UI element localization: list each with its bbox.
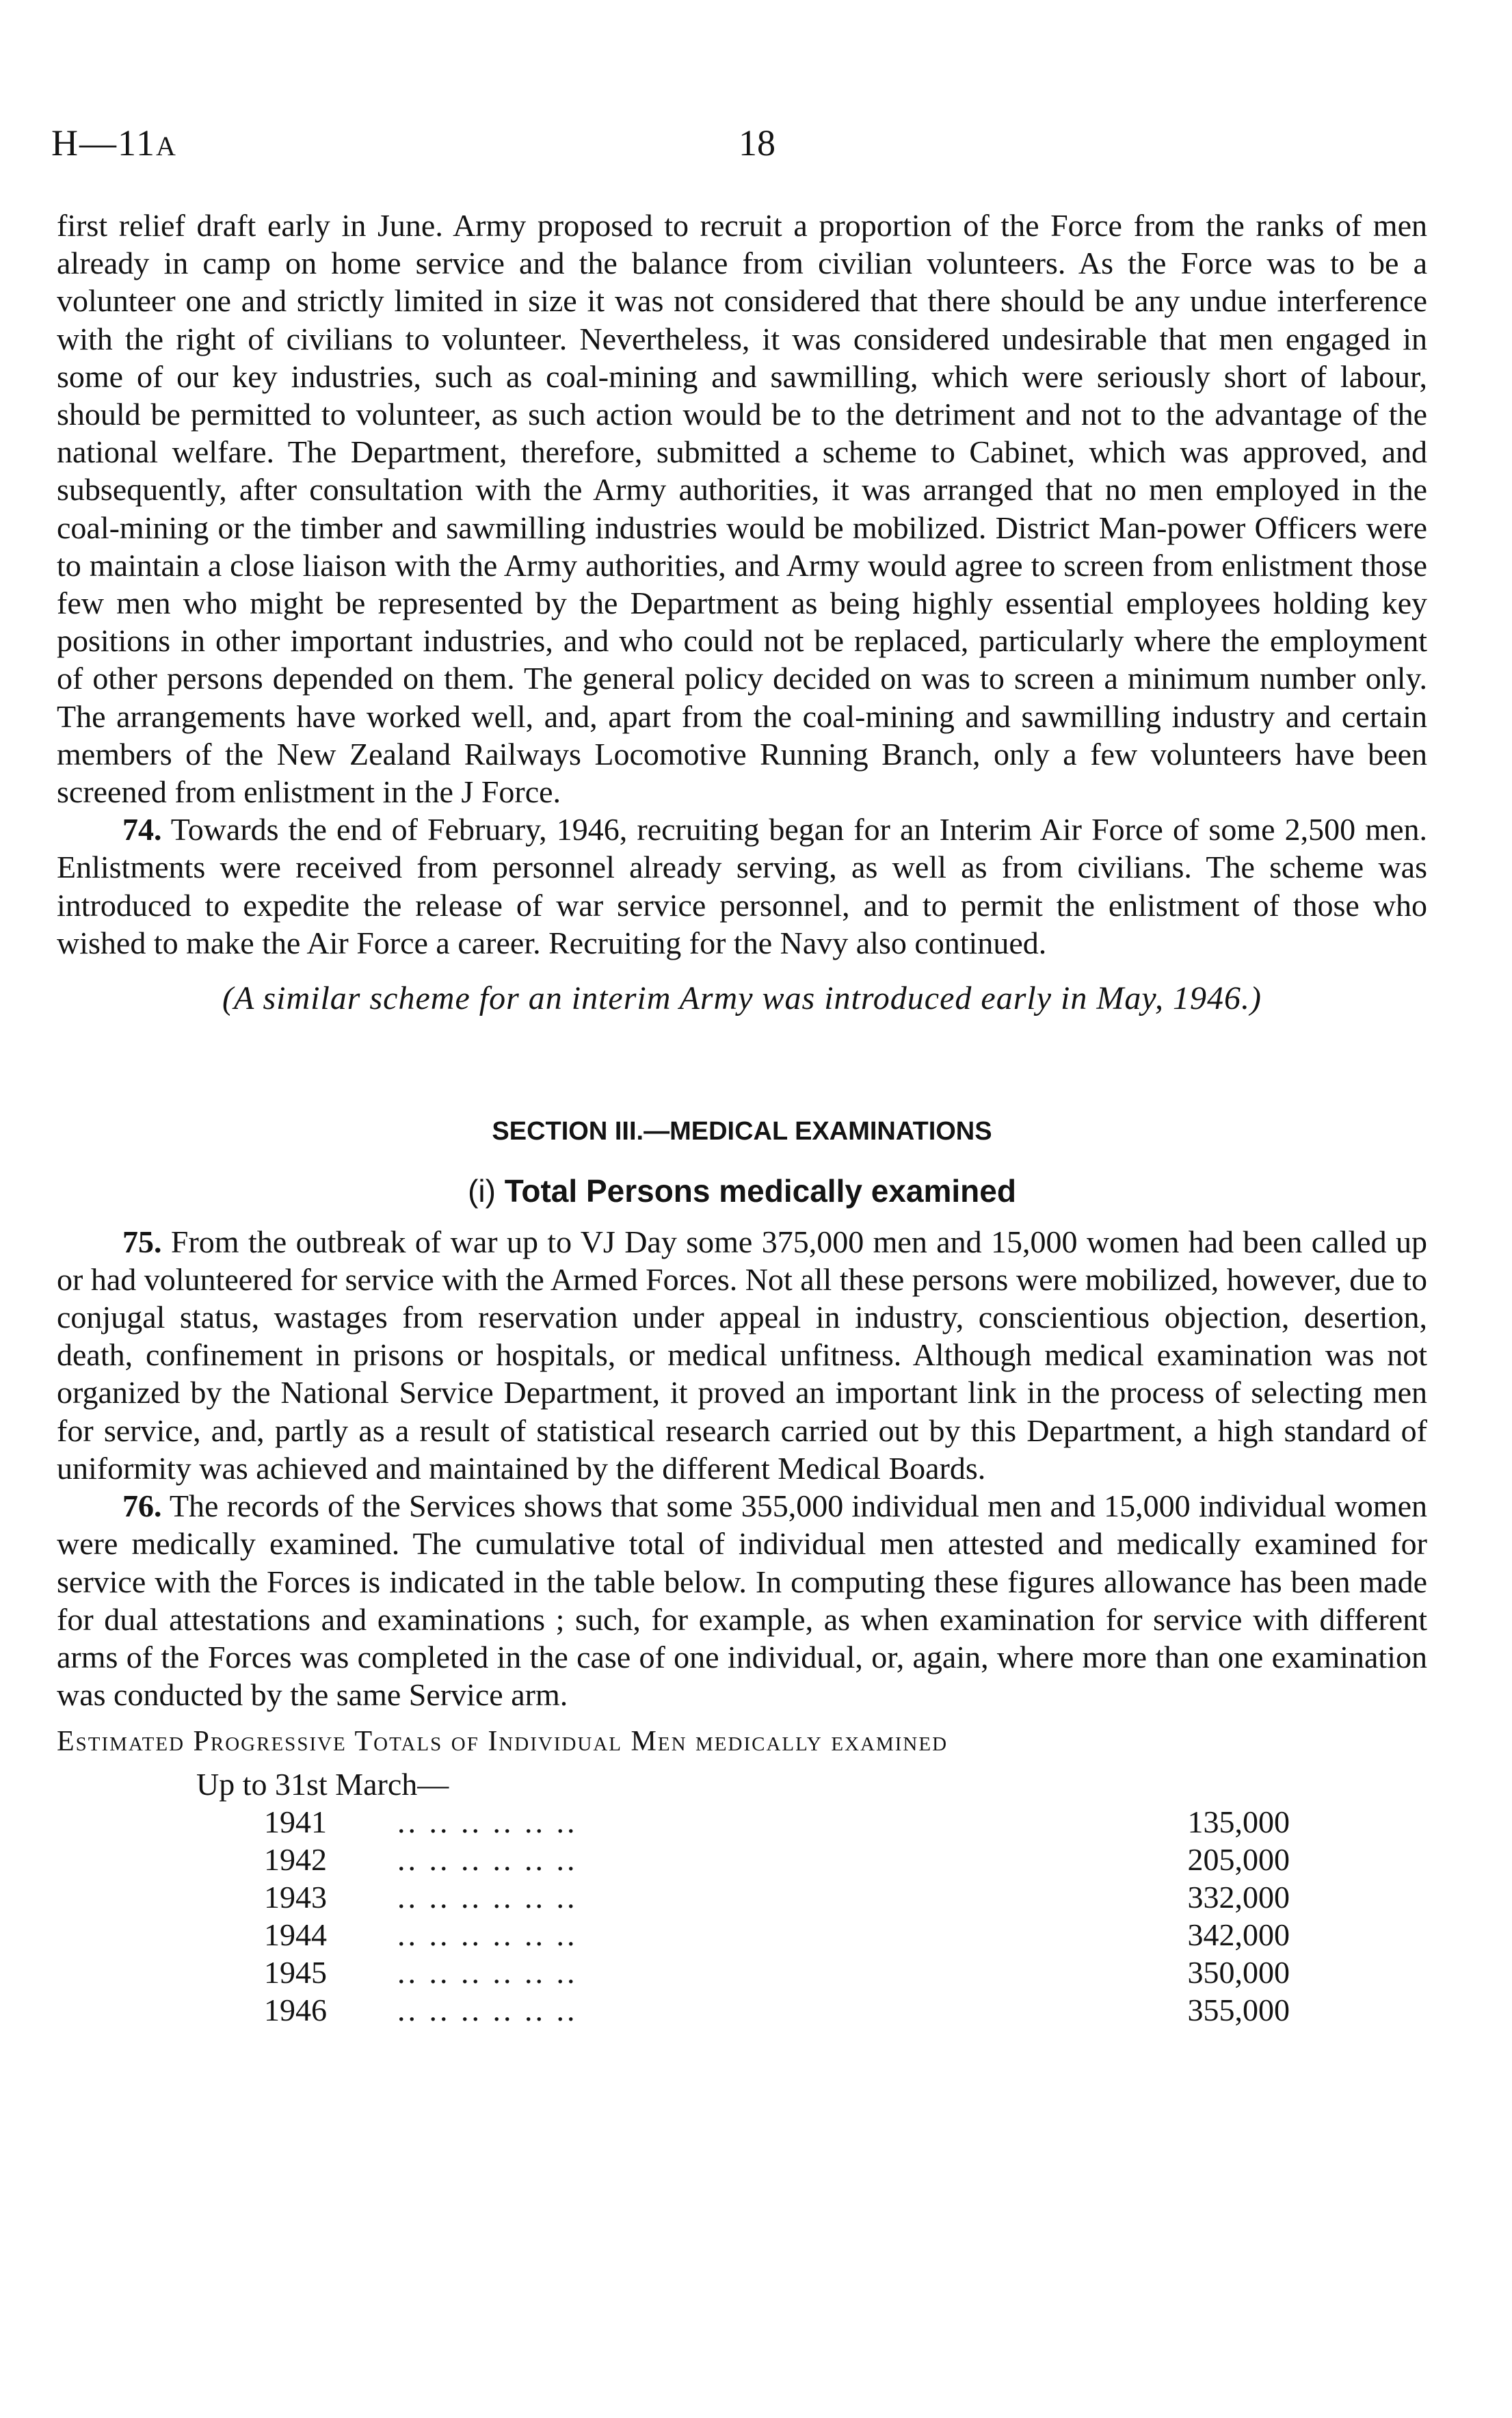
document-code-suffix: A [156, 131, 177, 161]
table-row [264, 1841, 1385, 1878]
table-value: 332,000 [1187, 1879, 1290, 1915]
table-body [57, 1803, 1427, 2029]
document-code [51, 122, 177, 164]
table-leader-dots: .. .. .. .. .. .. [397, 1954, 578, 1990]
table-row [264, 1954, 1385, 1991]
table-year: 1945 [264, 1954, 327, 1990]
paragraph-76-text: The records of the Services shows that some 355,000 individual men and 15,000 individual women were medically examined. The cumulative total of individual men attested and medically examined for service with the Forces is indicated in the table below. In computing these figures allowance has been made for dual attestations and examinations ; such, for example, as when examination for service with different arms of the Forces was completed in the case of one individual, or, again, where more than one examination was conducted by the same Service arm. [57, 1488, 1427, 1713]
table-year: 1942 [264, 1841, 327, 1877]
table-leader-dots: .. .. .. .. .. .. [397, 1992, 578, 2027]
table-value: 135,000 [1187, 1804, 1290, 1839]
table-row [264, 1803, 1385, 1841]
paragraph-75 [57, 1223, 1427, 1487]
table-leader-dots: .. .. .. .. .. .. [397, 1804, 578, 1839]
table-leader-dots: .. .. .. .. .. .. [397, 1917, 578, 1952]
paragraph-76 [57, 1487, 1427, 1713]
table-row [264, 1878, 1385, 1916]
table-leader-dots: .. .. .. .. .. .. [397, 1841, 578, 1877]
page-body [57, 207, 1427, 2029]
paragraph-74-number: 74. [122, 812, 162, 847]
paragraph-75-text: From the outbreak of war up to VJ Day some 375,000 men and 15,000 women had been called up or had volunteered for service with the Armed Forces. Not all these persons were mobilized, however, due to conjugal status, wastages from reservation under appeal in industry, conscientious objection, desertion, death, confinement in prisons or hospitals, or medical unfitness. Although medical examination was not organized by the National Service Department, it proved an important link in the process of selecting men for service, and, partly as a result of statistical research carried out by this Department, a high standard of uniformity was achieved and maintained by the different Medical Boards. [57, 1224, 1427, 1486]
subsection-number: (i) [468, 1173, 505, 1209]
page-header [51, 122, 1461, 170]
table-year: 1943 [264, 1879, 327, 1915]
table-value: 205,000 [1187, 1841, 1290, 1877]
paragraph-76-number: 76. [122, 1488, 162, 1524]
table-value: 342,000 [1187, 1917, 1290, 1952]
table-row [264, 1916, 1385, 1954]
subsection-title: Total Persons medically examined [504, 1173, 1016, 1209]
paragraph-75-number: 75. [122, 1224, 162, 1259]
italic-note: (A similar scheme for an interim Army was introduced early in May, 1946.) [222, 980, 1262, 1017]
table-year: 1946 [264, 1992, 327, 2027]
page-number: 18 [739, 122, 775, 163]
paragraph-74 [57, 811, 1427, 962]
table-year: 1941 [264, 1804, 327, 1839]
table-year: 1944 [264, 1917, 327, 1952]
table-value: 350,000 [1187, 1954, 1290, 1990]
table-value: 355,000 [1187, 1992, 1290, 2027]
table-subtitle: Up to 31st March— [196, 1766, 449, 1802]
table-row [264, 1991, 1385, 2029]
subsection-heading [57, 1172, 1427, 1210]
section-heading: SECTION III.—MEDICAL EXAMINATIONS [492, 1117, 992, 1146]
paragraph-74-text: Towards the end of February, 1946, recruiting began for an Interim Air Force of some 2,500 men. Enlistments were received from personnel already serving, as well as from civilians. The scheme was introduced to expedite the release of war service personnel, and to permit the enlistment of those who wished to make the Air Force a career. Recruiting for the Navy also continued. [57, 812, 1427, 960]
table-title: Estimated Progressive Totals of Individual Men medically examined [57, 1726, 949, 1758]
paragraph-intro: first relief draft early in June. Army proposed to recruit a proportion of the Force from the ranks of men already in camp on home service and the balance from civilian volunteers. As the Force was to be a volunteer one and strictly limited in size it was not considered that there should be any undue interference with the right of civilians to volunteer. Nevertheless, it was considered undesirable that men engaged in some of our key industries, such as coal-mining and sawmilling, which were seriously short of labour, should be permitted to volunteer, as such action would be to the detriment and not to the advantage of the national welfare. The Department, therefore, submitted a scheme to Cabinet, which was approved, and subsequently, after consultation with the Army authorities, it was arranged that no men employed in the coal-mining or the timber and sawmilling industries would be mobilized. District Man-power Officers were to maintain a close liaison with the Army authorities, and Army would agree to screen from enlistment those few men who might be represented by the Department as being highly essential employees holding key positions in other important industries, and who could not be replaced, particularly where the employment of other persons depended on them. The general policy decided on was to screen a minimum number only. The arrangements have worked well, and, apart from the coal-mining and sawmilling industry and certain members of the New Zealand Railways Locomotive Running Branch, only a few volunteers have been screened from enlistment in the J Force. [57, 208, 1427, 810]
document-code-main: H—11 [51, 122, 156, 163]
table-leader-dots: .. .. .. .. .. .. [397, 1879, 578, 1915]
